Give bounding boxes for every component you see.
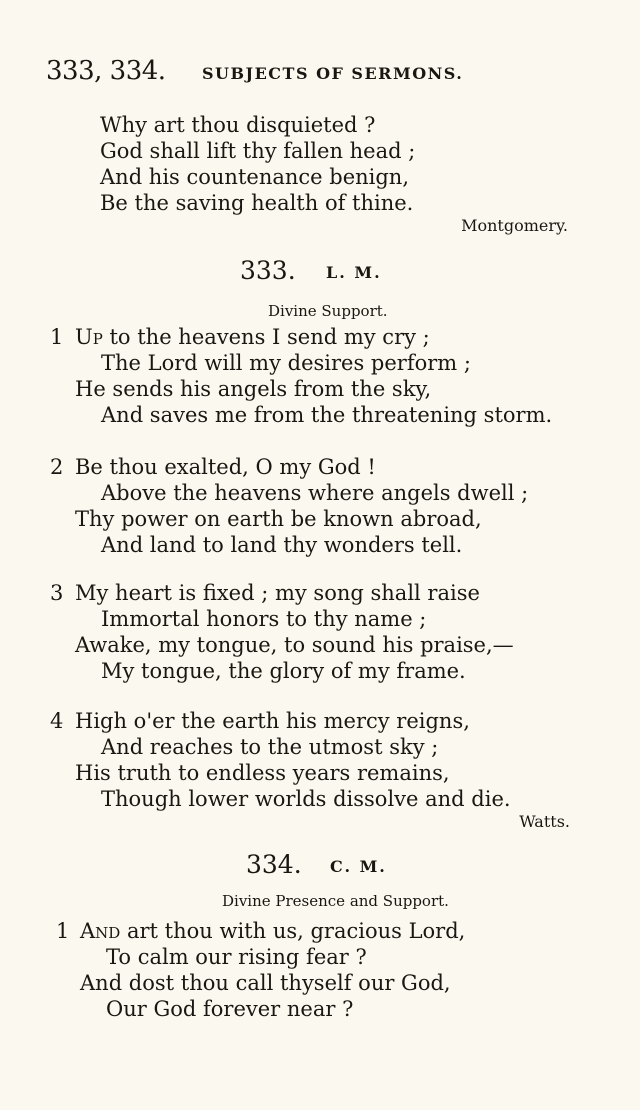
stanza-number: 1	[56, 919, 70, 943]
verse-line	[75, 324, 430, 350]
verse-line: Why art thou disquieted ?	[100, 113, 376, 137]
verse-line: And dost thou call thyself our God,	[80, 971, 451, 995]
verse-line: God shall lift thy fallen head ;	[100, 139, 416, 163]
verse-line: My tongue, the glory of my frame.	[101, 659, 466, 683]
verse-line: Immortal honors to thy name ;	[101, 607, 427, 631]
hymn-meter: L. M.	[326, 263, 382, 282]
author-attribution: Watts.	[519, 812, 570, 831]
drop-word: And	[80, 919, 121, 943]
hymn-number: 334.	[246, 850, 302, 879]
hymn-meter: C. M.	[330, 857, 387, 876]
verse-line: Thy power on earth be known abroad,	[75, 507, 482, 531]
verse-line: The Lord will my desires perform ;	[101, 351, 471, 375]
hymn-number: 333.	[240, 256, 296, 285]
verse-line	[80, 918, 465, 944]
running-header-numbers: 333, 334.	[46, 56, 166, 86]
verse-line-rest: art thou with us, gracious Lord,	[120, 919, 466, 943]
verse-line: And land to land thy wonders tell.	[101, 533, 463, 557]
verse-line-rest: to the heavens I send my cry ;	[102, 325, 430, 349]
hymn-title: Divine Presence and Support.	[222, 892, 449, 910]
verse-line: And reaches to the utmost sky ;	[101, 735, 439, 759]
verse-line: Above the heavens where angels dwell ;	[101, 481, 529, 505]
verse-line: Though lower worlds dissolve and die.	[101, 787, 511, 811]
drop-word: Up	[75, 325, 103, 349]
running-header-title: SUBJECTS OF SERMONS.	[202, 64, 464, 83]
verse-line: His truth to endless years remains,	[75, 761, 450, 785]
hymn-title: Divine Support.	[268, 302, 388, 320]
verse-line: And saves me from the threatening storm.	[101, 403, 553, 427]
stanza-number: 2	[50, 455, 64, 479]
verse-line: My heart is fixed ; my song shall raise	[75, 581, 480, 605]
verse-line: Our God forever near ?	[106, 997, 354, 1021]
verse-line: Be thou exalted, O my God !	[75, 455, 376, 479]
verse-line: High o'er the earth his mercy reigns,	[75, 709, 470, 733]
verse-line: Awake, my tongue, to sound his praise,—	[75, 633, 514, 657]
verse-line: He sends his angels from the sky,	[75, 377, 432, 401]
verse-line: To calm our rising fear ?	[106, 945, 367, 969]
verse-line: And his countenance benign,	[100, 165, 410, 189]
verse-line: Be the saving health of thine.	[100, 191, 414, 215]
stanza-number: 1	[50, 325, 64, 349]
author-attribution: Montgomery.	[461, 216, 568, 235]
stanza-number: 4	[50, 709, 64, 733]
stanza-number: 3	[50, 581, 64, 605]
